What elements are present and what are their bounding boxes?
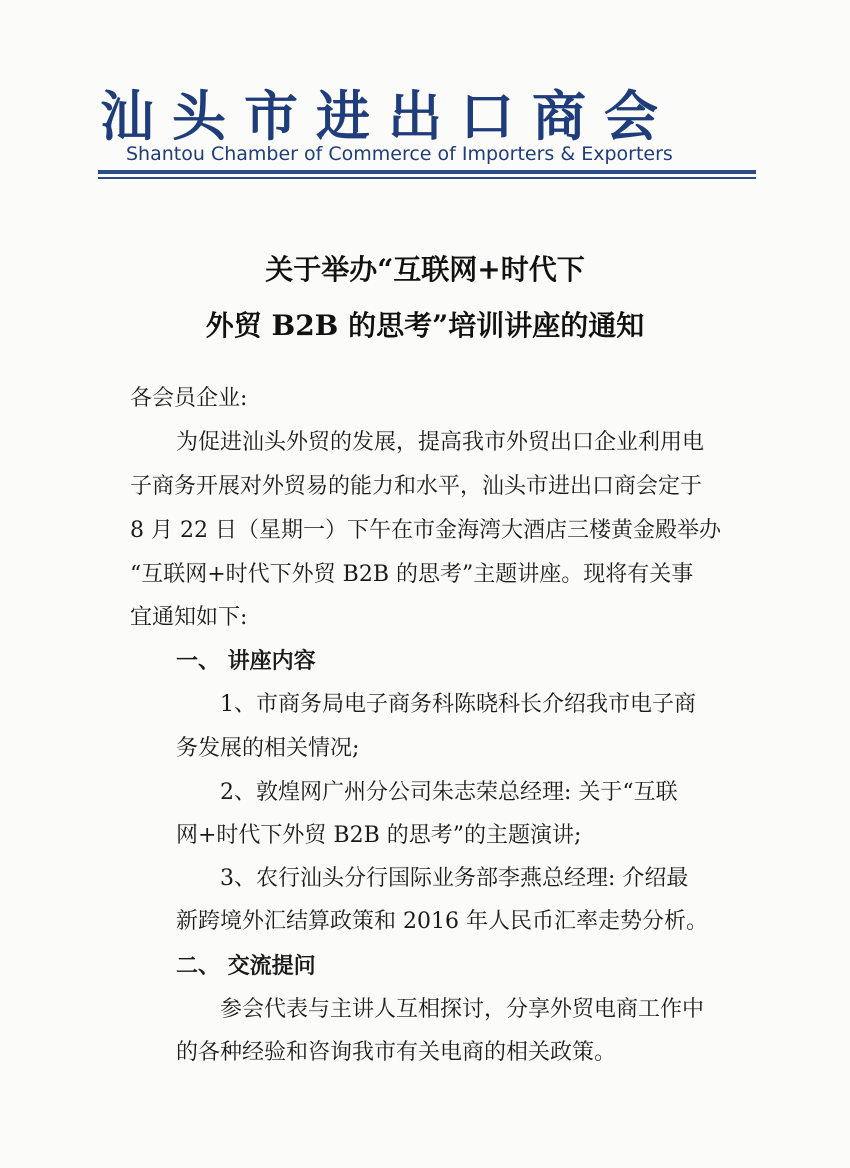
lecture-item-line: 网+时代下外贸 B2B 的思考”的主题演讲; bbox=[176, 823, 582, 848]
intro-line: 8 月 22 日（星期一）下午在市金海湾大酒店三楼黄金殿举办 bbox=[130, 518, 721, 543]
letterhead-rule-thick bbox=[98, 170, 756, 174]
intro-line: 宜通知如下: bbox=[130, 605, 248, 630]
lecture-item-line: 务发展的相关情况; bbox=[176, 736, 360, 761]
letterhead-english-name: Shantou Chamber of Commerce of Importers & Exporters bbox=[126, 143, 673, 165]
lecture-item-line: 3、农行汕头分行国际业务部李燕总经理: 介绍最 bbox=[220, 866, 689, 891]
letterhead-rule-thin bbox=[98, 177, 756, 179]
section-heading-qa: 二、 交流提问 bbox=[176, 953, 316, 979]
lecture-item-line: 1、市商务局电子商务科陈晓科长介绍我市电子商 bbox=[220, 692, 696, 717]
section-heading-lecture-content: 一、 讲座内容 bbox=[176, 648, 316, 674]
salutation: 各会员企业: bbox=[130, 386, 248, 411]
letterhead-chinese-name: 汕头市进出口商会 bbox=[100, 84, 676, 148]
qa-line: 参会代表与主讲人互相探讨，分享外贸电商工作中 bbox=[220, 997, 705, 1022]
intro-line: 子商务开展对外贸易的能力和水平，汕头市进出口商会定于 bbox=[130, 474, 703, 499]
intro-line: 为促进汕头外贸的发展，提高我市外贸出口企业利用电 bbox=[176, 430, 705, 455]
lecture-item-line: 2、敦煌网广州分公司朱志荣总经理: 关于“互联 bbox=[220, 780, 678, 805]
qa-line: 的各种经验和咨询我市有关电商的相关政策。 bbox=[176, 1040, 617, 1065]
document-title-line-1: 关于举办“互联网+时代下 bbox=[265, 253, 585, 286]
lecture-item-line: 新跨境外汇结算政策和 2016 年人民币汇率走势分析。 bbox=[176, 909, 708, 934]
document-title-line-2: 外贸 B2B 的思考”培训讲座的通知 bbox=[205, 309, 645, 342]
intro-line: “互联网+时代下外贸 B2B 的思考”主题讲座。现将有关事 bbox=[130, 562, 694, 587]
